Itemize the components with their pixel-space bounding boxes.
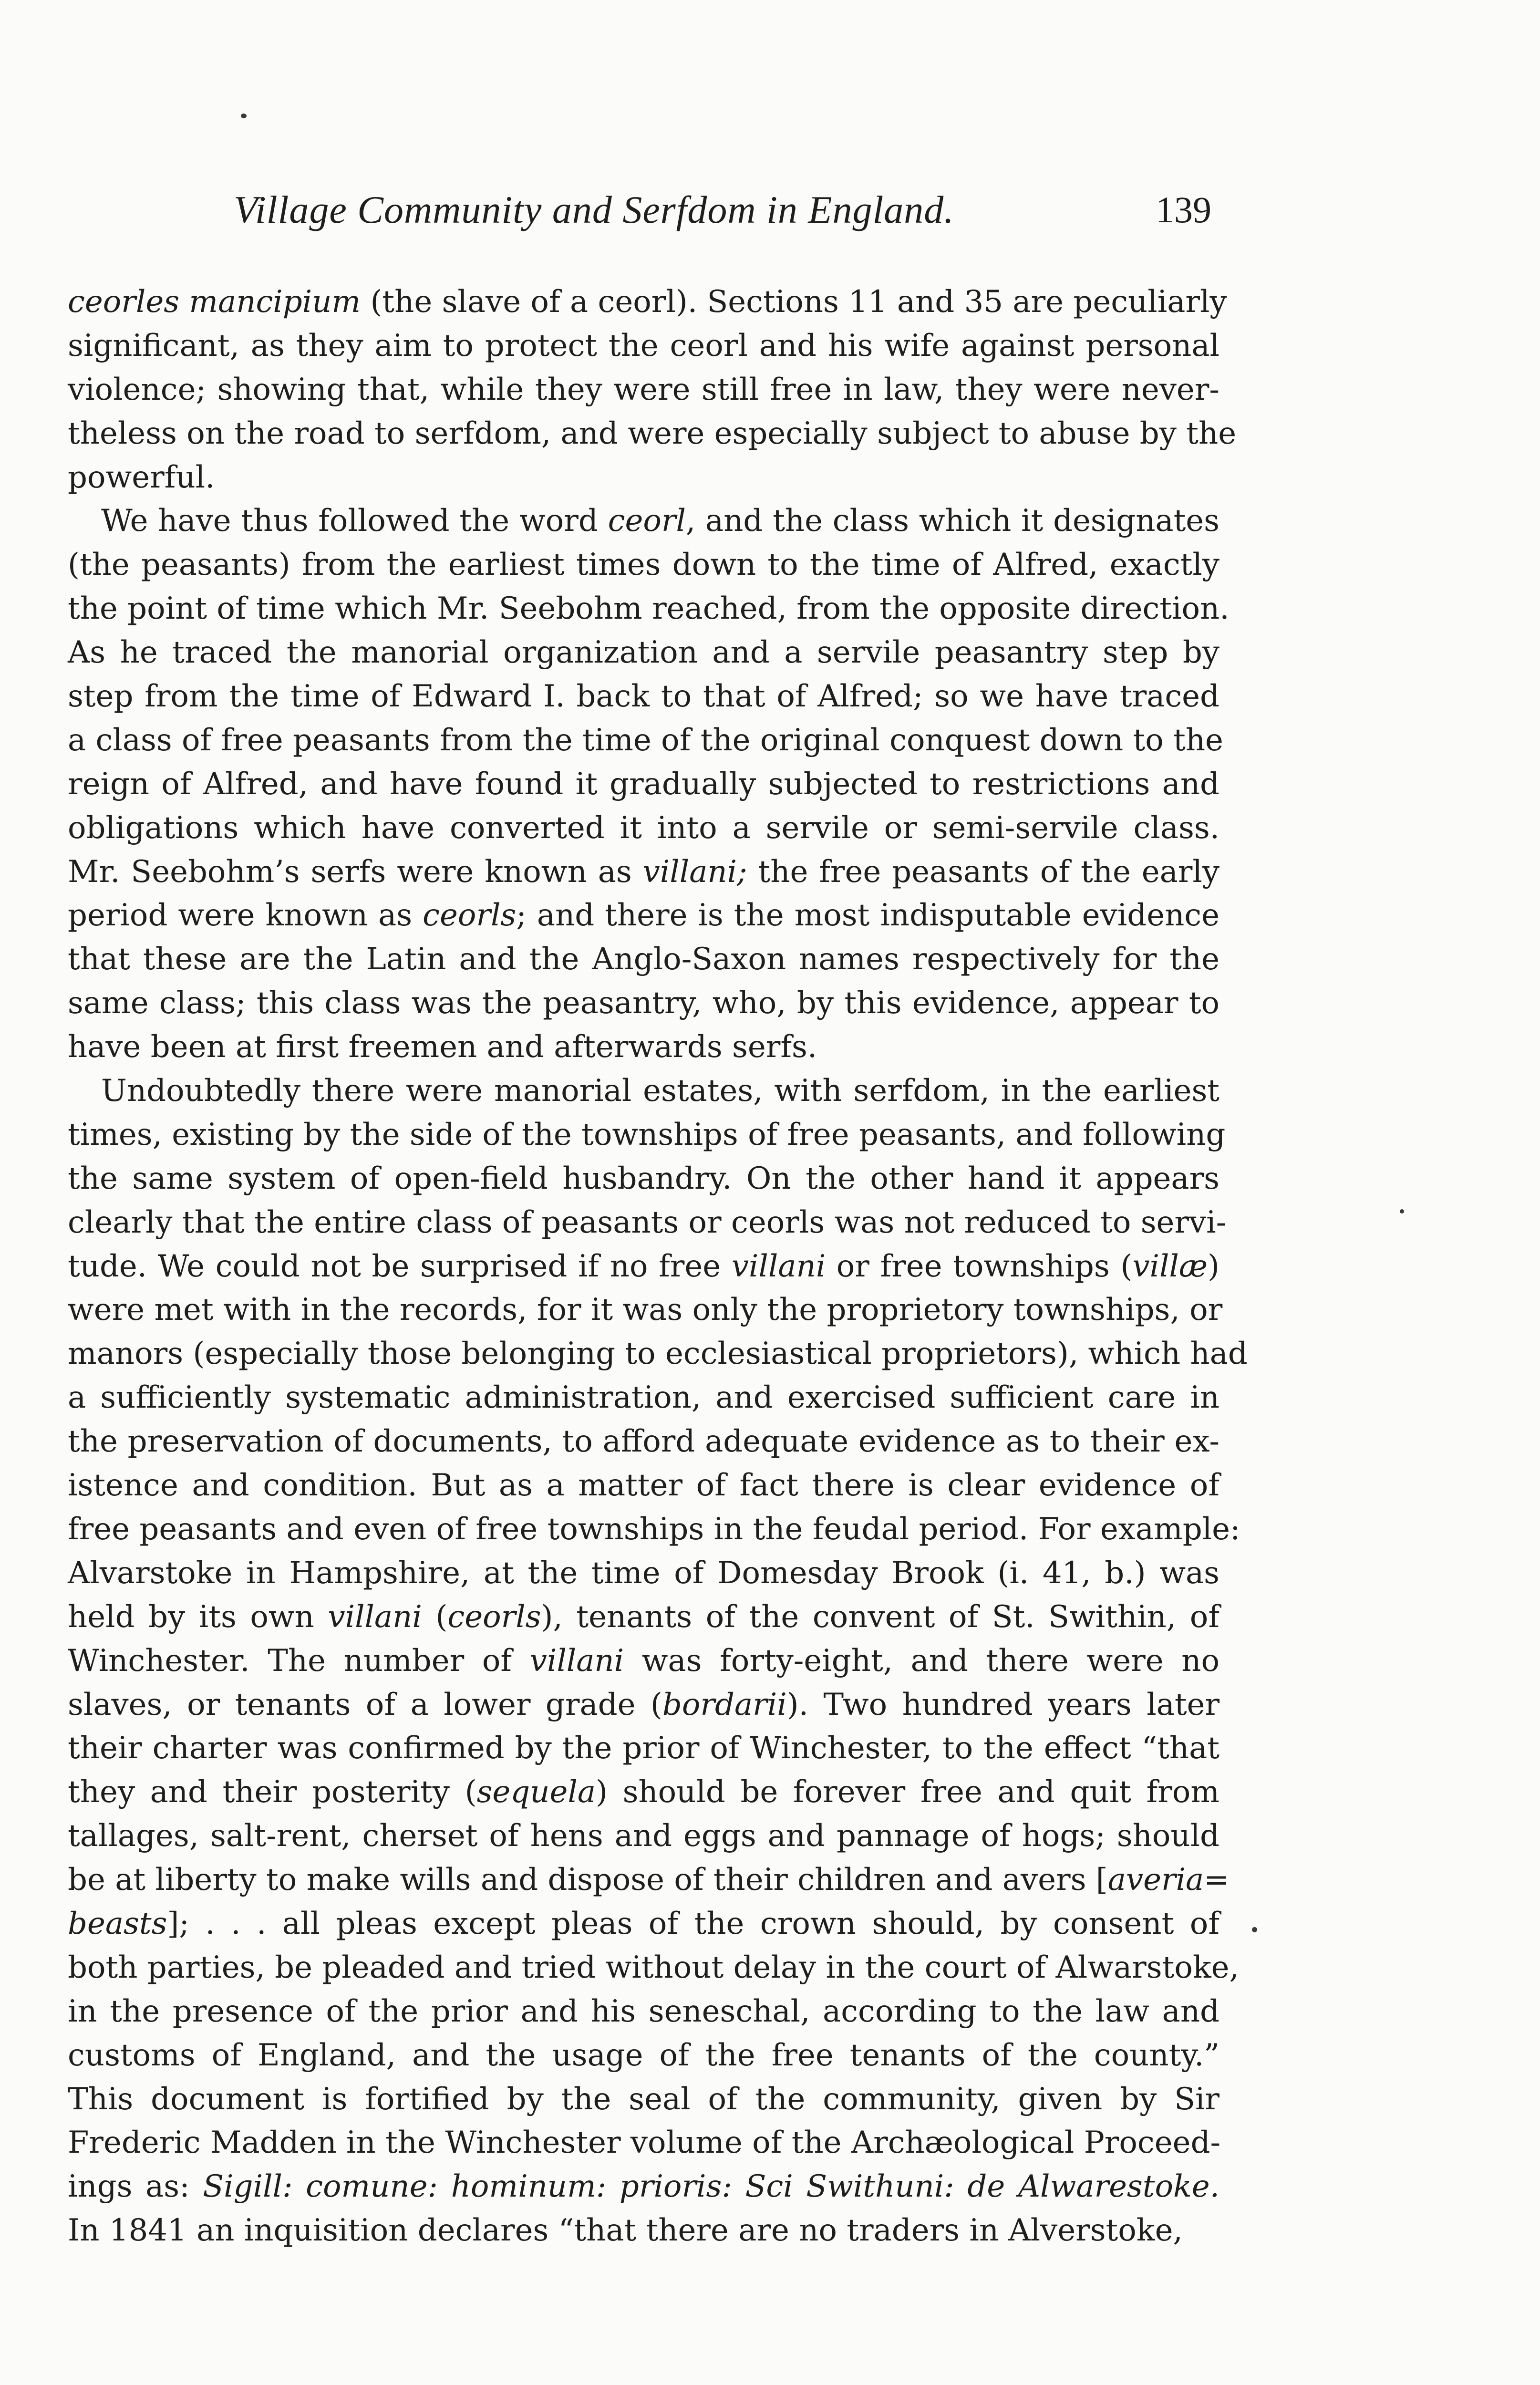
text-run: ) should be forever free and quit from xyxy=(595,1774,1220,1810)
paragraph-2 xyxy=(68,499,1230,1069)
scan-speck xyxy=(241,114,247,118)
text-run: the free peasants of the early xyxy=(747,854,1220,890)
italic-run: villani xyxy=(731,1248,826,1284)
text-run: period were known as xyxy=(68,898,423,933)
text-run: free peasants and even of free townships in the feudal period. For example: xyxy=(68,1511,1240,1547)
text-line xyxy=(68,587,1230,631)
italic-run: Sigill: comune: hominum: prioris: Sci Swithuni: de Alwarestoke. xyxy=(203,2169,1220,2205)
text-line xyxy=(68,543,1220,587)
text-run: were met with in the records, for it was only the proprietory townships, or xyxy=(68,1292,1223,1328)
text-line xyxy=(68,807,1220,850)
scan-speck xyxy=(1400,1209,1404,1213)
text-line xyxy=(68,763,1220,807)
text-line xyxy=(68,1771,1220,1815)
text-run: (the slave of a ceorl). Sections 11 and 35 are peculiarly xyxy=(361,284,1227,320)
text-line xyxy=(68,1288,1223,1332)
text-line xyxy=(68,1420,1220,1464)
text-run: = xyxy=(1204,1862,1230,1898)
text-line xyxy=(68,982,1220,1026)
text-run: significant, as they aim to protect the ceorl and his wife against personal xyxy=(68,328,1220,363)
text-line xyxy=(68,1946,1239,1990)
running-title: Village Community and Serfdom in England. xyxy=(234,188,954,231)
text-line xyxy=(68,2078,1220,2122)
scan-speck xyxy=(1252,1927,1257,1932)
text-line xyxy=(68,675,1220,719)
text-line xyxy=(68,499,1220,543)
text-run: istence and condition. But as a matter of fact there is clear evidence of xyxy=(68,1468,1220,1504)
text-line xyxy=(68,1201,1227,1245)
text-line xyxy=(68,894,1220,938)
paragraph-3 xyxy=(68,1069,1248,2253)
text-line xyxy=(68,1858,1230,1902)
text-run: tude. We could not be surprised if no free xyxy=(68,1248,732,1284)
text-line xyxy=(68,1464,1220,1508)
italic-run: beasts xyxy=(68,1906,167,1941)
text-run: step from the time of Edward I. back to that of Alfred; so we have traced xyxy=(68,679,1220,715)
italic-run: villani xyxy=(529,1643,624,1679)
text-run: Mr. Seebohm’s serfs were known as xyxy=(68,854,643,890)
text-run: This document is fortified by the seal of the community, given by Sir xyxy=(68,2081,1220,2117)
text-run: or free townships ( xyxy=(826,1248,1133,1284)
text-line xyxy=(68,1245,1220,1289)
text-run: customs of England, and the usage of the free tenants of the county.” xyxy=(68,2037,1220,2073)
text-run: In 1841 an inquisition declares “that there are no traders in Alverstoke, xyxy=(68,2213,1183,2249)
italic-run: villani; xyxy=(642,854,747,890)
italic-run: ceorls xyxy=(423,898,517,933)
text-run: was forty-eight, and there were no xyxy=(624,1643,1220,1679)
italic-run: averia xyxy=(1107,1862,1204,1898)
text-run: Undoubtedly there were manorial estates, with serfdom, in the earliest xyxy=(101,1073,1220,1109)
italic-run: villani xyxy=(328,1599,422,1635)
text-run: Winchester. The number of xyxy=(68,1643,530,1679)
text-run: the same system of open-field husbandry. On the other hand it appears xyxy=(68,1161,1220,1196)
text-line xyxy=(68,2034,1220,2078)
text-line xyxy=(68,1683,1220,1727)
text-run: ; and there is the most indisputable evidence xyxy=(516,898,1220,933)
text-run: ) xyxy=(1208,1248,1220,1284)
text-run: , and the class which it designates xyxy=(685,503,1220,539)
body-text xyxy=(68,280,1248,2253)
text-line xyxy=(68,2209,1220,2253)
text-line xyxy=(68,1157,1220,1201)
text-run: have been at first freemen and afterwards serfs. xyxy=(68,1029,817,1065)
text-line xyxy=(68,1332,1248,1376)
text-line xyxy=(68,1639,1220,1683)
text-run: a class of free peasants from the time of the original conquest down to the xyxy=(68,722,1223,758)
text-run: the point of time which Mr. Seebohm reached, from the opposite direction. xyxy=(68,591,1230,627)
text-line xyxy=(68,2165,1220,2209)
text-line xyxy=(68,1727,1220,1771)
text-line xyxy=(68,1815,1220,1858)
page-header xyxy=(229,184,1211,241)
text-run: As he traced the manorial organization and a servile peasantry step by xyxy=(68,635,1220,671)
text-run: Alvarstoke in Hampshire, at the time of Domesday Brook (i. 41, b.) was xyxy=(68,1555,1220,1591)
text-line xyxy=(68,1376,1220,1420)
text-run: reign of Alfred, and have found it gradually subjected to restrictions and xyxy=(68,766,1220,802)
text-run: tallages, salt-rent, cherset of hens and eggs and pannage of hogs; should xyxy=(68,1818,1220,1854)
text-line xyxy=(68,456,1220,500)
text-line xyxy=(68,631,1220,675)
text-run: slaves, or tenants of a lower grade ( xyxy=(68,1687,662,1722)
text-run: they and their posterity ( xyxy=(68,1774,477,1810)
text-run: ). Two hundred years later xyxy=(786,1687,1220,1722)
text-run: (the peasants) from the earliest times down to the time of Alfred, exactly xyxy=(68,547,1220,583)
text-run: clearly that the entire class of peasants or ceorls was not reduced to servi- xyxy=(68,1204,1227,1240)
italic-run: sequela xyxy=(476,1774,596,1810)
text-run: a sufficiently systematic administration, and exercised sufficient care in xyxy=(68,1380,1220,1416)
text-line xyxy=(68,719,1223,763)
text-line xyxy=(68,1902,1220,1946)
italic-run: ceorles mancipium xyxy=(68,284,361,320)
text-run: ), tenants of the convent of St. Swithin, of xyxy=(541,1599,1220,1635)
text-run: times, existing by the side of the townships of free peasants, and following xyxy=(68,1117,1226,1152)
italic-run: ceorl xyxy=(608,503,686,539)
text-line xyxy=(68,1596,1220,1639)
text-line xyxy=(68,1113,1226,1157)
text-run: their charter was confirmed by the prior of Winchester, to the effect “that xyxy=(68,1731,1220,1766)
text-run: held by its own xyxy=(68,1599,328,1635)
text-run: be at liberty to make wills and dispose of their children and avers [ xyxy=(68,1862,1108,1898)
italic-run: bordarii xyxy=(662,1687,787,1722)
text-run: violence; showing that, while they were still free in law, they were never- xyxy=(68,372,1220,407)
text-line xyxy=(68,1552,1220,1596)
text-line xyxy=(68,1069,1220,1113)
text-line xyxy=(68,850,1220,894)
text-run: both parties, be pleaded and tried without delay in the court of Alwarstoke, xyxy=(68,1949,1239,1985)
text-run: that these are the Latin and the Anglo-Saxon names respectively for the xyxy=(68,942,1220,977)
italic-run: ceorls xyxy=(447,1599,541,1635)
text-run: ( xyxy=(422,1599,448,1635)
text-run: same class; this class was the peasantry, who, by this evidence, appear to xyxy=(68,985,1220,1021)
text-run: powerful. xyxy=(68,459,215,495)
text-line xyxy=(68,938,1220,982)
text-run: ings as: xyxy=(68,2169,203,2205)
italic-run: villæ xyxy=(1132,1248,1208,1284)
text-line xyxy=(68,368,1220,412)
text-line xyxy=(68,2121,1220,2165)
text-line xyxy=(68,1990,1220,2034)
text-run: obligations which have converted it into a servile or semi-servile class. xyxy=(68,810,1220,846)
text-line xyxy=(68,280,1227,324)
paragraph-1 xyxy=(68,280,1237,499)
text-run: the preservation of documents, to afford adequate evidence as to their ex- xyxy=(68,1424,1220,1460)
text-line xyxy=(68,324,1220,368)
text-run: theless on the road to serfdom, and were especially subject to abuse by the xyxy=(68,415,1237,451)
text-run: manors (especially those belonging to ecclesiastical proprietors), which had xyxy=(68,1336,1248,1372)
text-run: in the presence of the prior and his seneschal, according to the law and xyxy=(68,1993,1220,2029)
text-line xyxy=(68,1508,1240,1552)
text-run: We have thus followed the word xyxy=(101,503,608,539)
text-run: Frederic Madden in the Winchester volume of the Archæological Proceed- xyxy=(68,2125,1221,2161)
text-line xyxy=(68,412,1237,456)
text-run: ]; . . . all pleas except pleas of the crown should, by consent of xyxy=(167,1906,1220,1941)
text-line xyxy=(68,1026,1220,1069)
page-number: 139 xyxy=(1156,189,1211,230)
